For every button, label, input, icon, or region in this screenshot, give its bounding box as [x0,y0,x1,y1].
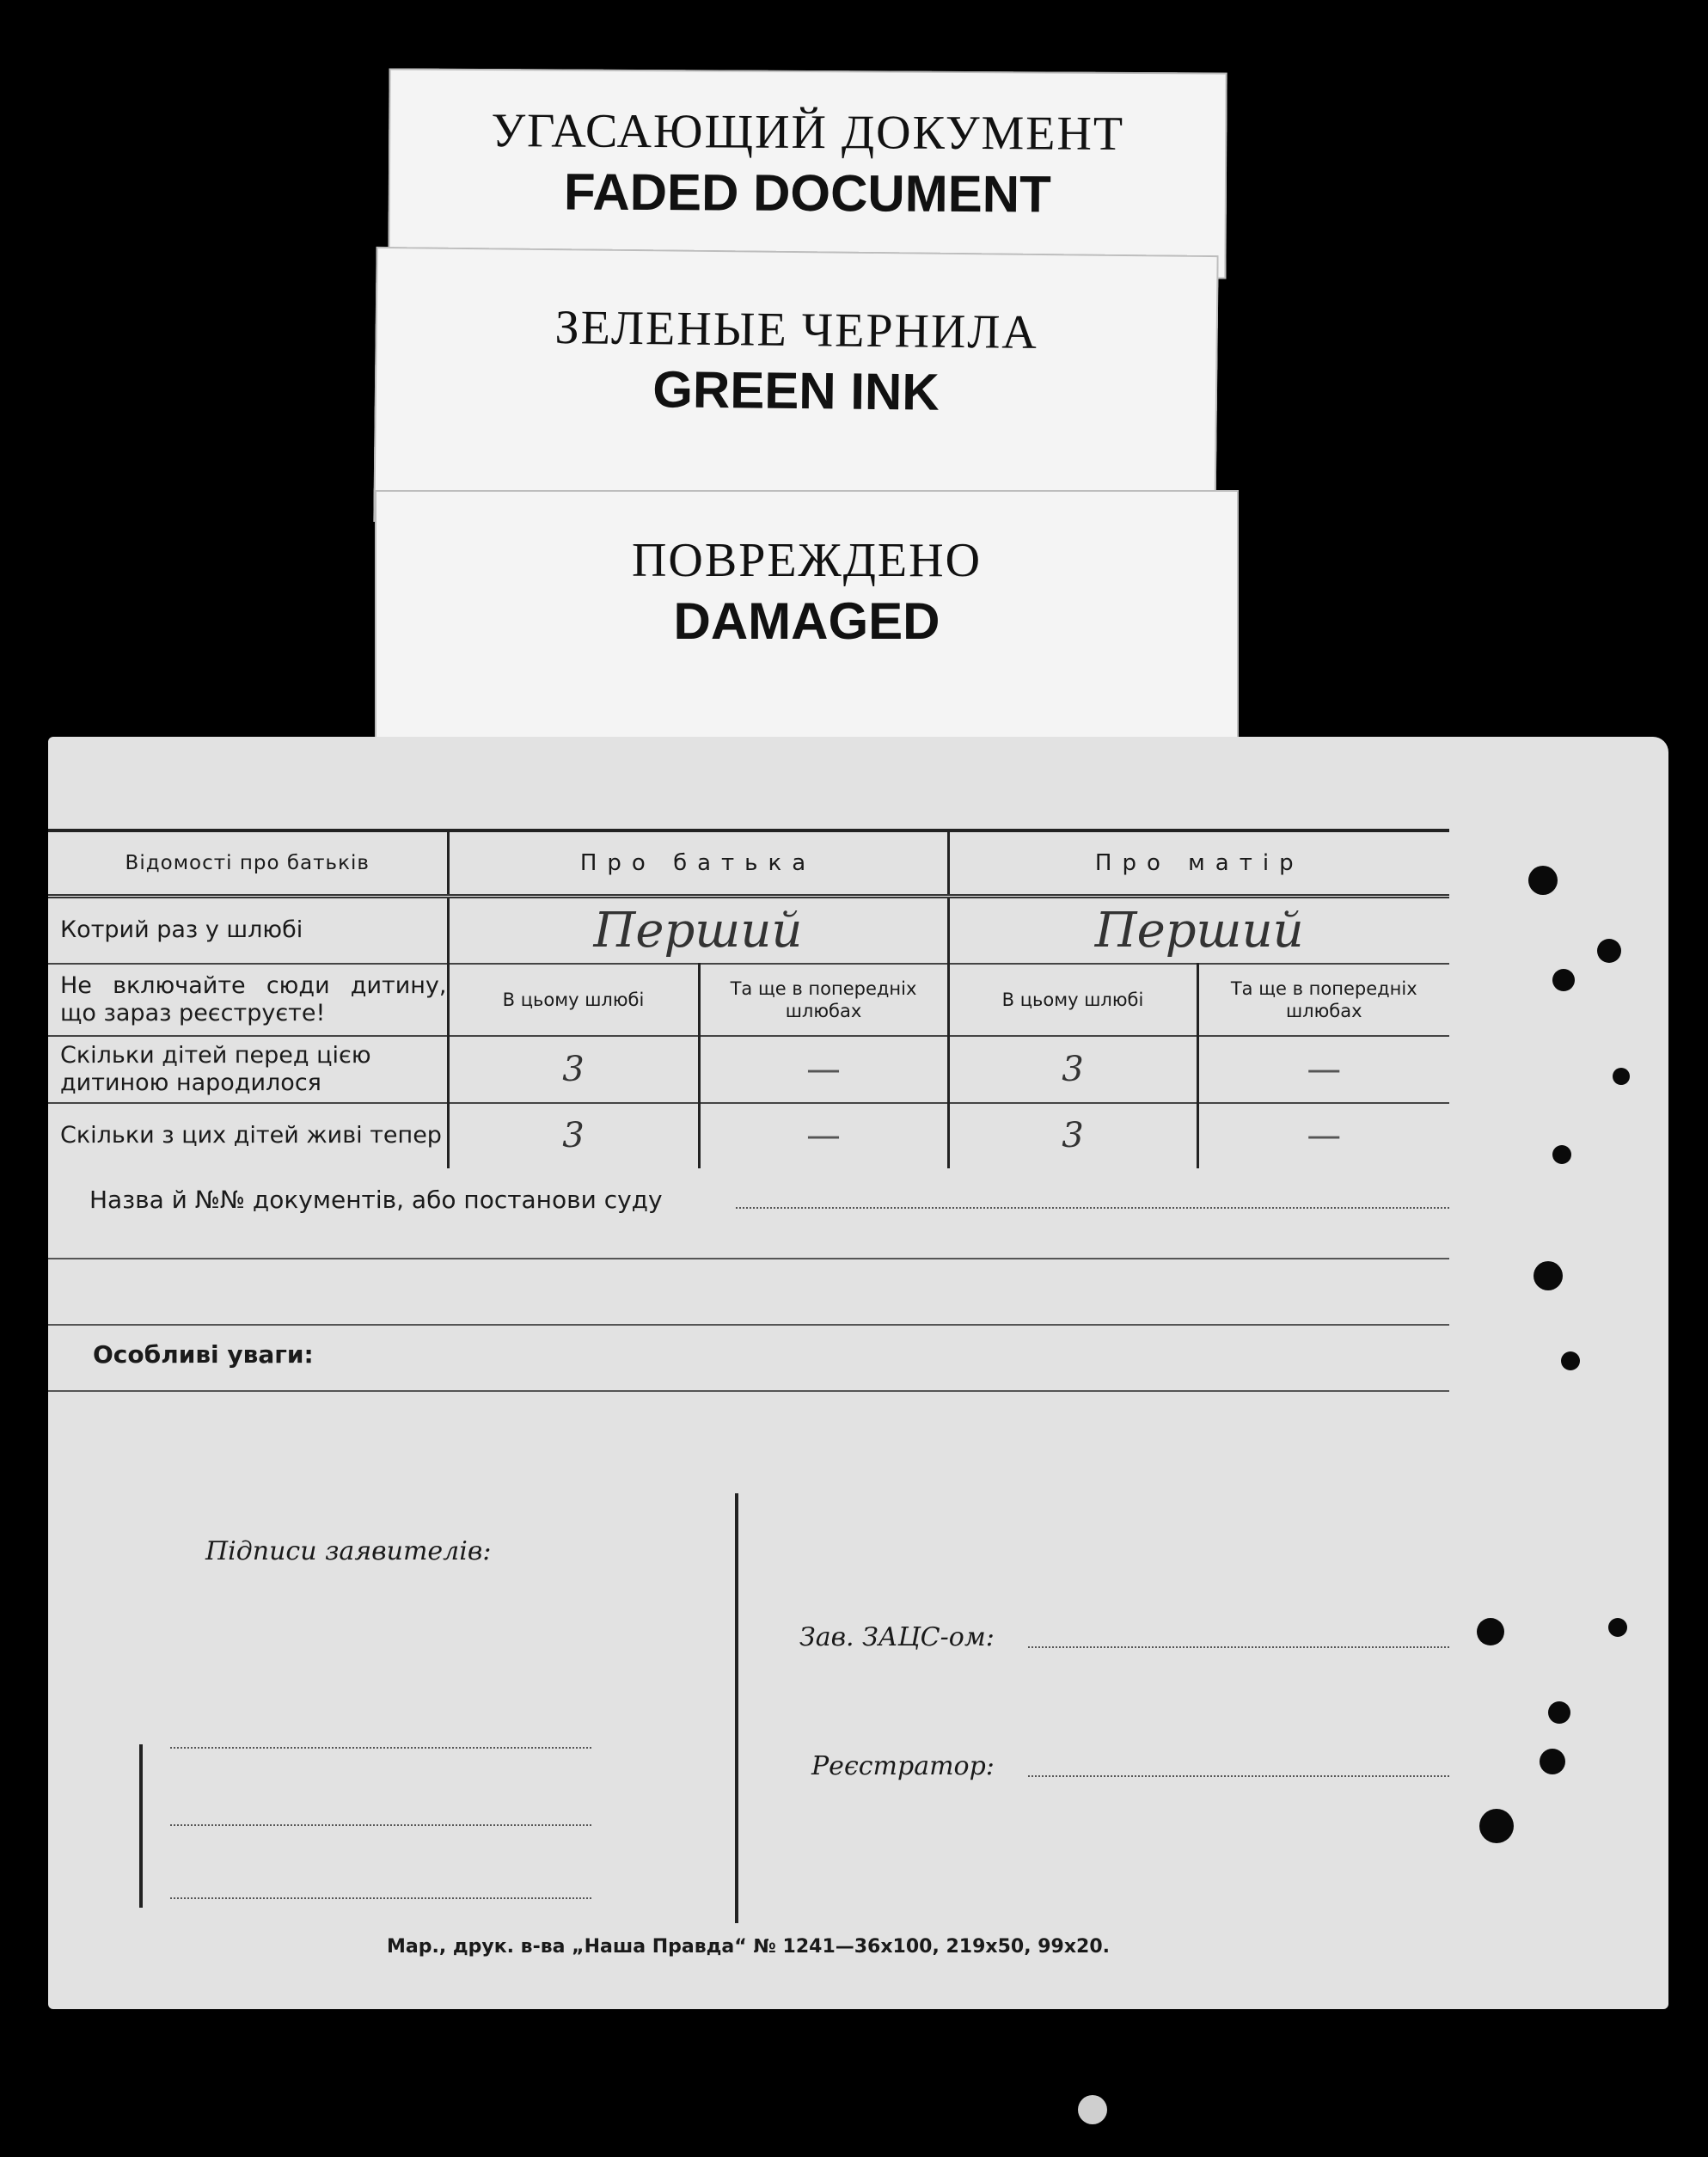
mother-children-alive-this: 3 [948,1103,1197,1168]
children-alive-question: Скільки з цих дітей живі тепер [60,1122,442,1149]
father-children-born-this: 3 [448,1036,699,1103]
mother-this-marriage-header: В цьому шлюбі [948,964,1197,1036]
documents-field [736,1207,1449,1209]
label-en: FADED DOCUMENT [563,162,1051,224]
mother-children-born-prev: — [1197,1036,1449,1103]
damaged-label [375,490,1239,748]
punch-hole [1597,939,1621,963]
documents-label: Назва й №№ документів, або постанови суду [89,1186,663,1214]
marriage-count-question: Котрий раз у шлюбі [60,916,303,944]
father-children-alive-prev: — [699,1103,948,1168]
signature-line [170,1747,591,1749]
header-parents-info: Відомості про батьків [125,852,370,874]
label-ru: УГАСАЮЩИЙ ДОКУМЕНТ [491,104,1125,161]
rule-line [48,1324,1449,1326]
punch-hole [1613,1068,1630,1085]
punch-hole [1479,1809,1514,1843]
loose-punch-chad [1078,2095,1107,2124]
registrar-label: Реєстратор: [811,1751,995,1781]
punch-hole [1540,1749,1565,1774]
registry-head-signature-line [1028,1646,1449,1648]
signature-line [170,1897,591,1899]
punch-hole [1552,969,1575,991]
father-this-marriage-header: В цьому шлюбі [448,964,699,1036]
punch-hole [1477,1618,1504,1645]
parents-info-table [48,829,1449,1168]
signature-line [170,1824,591,1826]
mother-children-alive-prev: — [1197,1103,1449,1168]
label-ru: ЗЕЛЕНЫЕ ЧЕРНИЛА [554,301,1039,359]
label-ru: ПОВРЕЖДЕНО [631,534,983,587]
punch-hole [1552,1145,1571,1164]
father-prev-marriages-header: Та ще в попередніх шлюбах [699,964,948,1036]
label-en: DAMAGED [673,592,940,650]
rule-line [48,1390,1449,1392]
mother-prev-marriages-header: Та ще в попередніх шлюбах [1197,964,1449,1036]
registration-form-sheet [48,737,1668,2009]
mother-children-born-this: 3 [948,1036,1197,1103]
registrar-signature-line [1028,1775,1449,1777]
punch-hole [1561,1351,1580,1370]
children-born-question: Скільки дітей перед цією дитиною народилося [60,1041,371,1096]
applicants-signatures-label: Підписи заявителів: [205,1536,492,1566]
punch-hole [1548,1701,1570,1724]
printer-imprint: Мар., друк. в-ва „Наша Правда“ № 1241—36х100, 219х50, 99х20. [387,1936,1111,1958]
header-mother: Про матір [948,830,1449,897]
header-father: Про батька [448,830,948,897]
father-children-born-prev: — [699,1036,948,1103]
father-marriage-count: Перший [448,897,948,964]
registry-head-label: Зав. ЗАЦС-ом: [799,1622,995,1652]
father-children-alive-this: 3 [448,1103,699,1168]
exclude-child-note: Не включайте сюди дитину, що зараз реєструєте! [60,971,447,1026]
green-ink-label [373,247,1218,530]
special-notes-label: Особливі уваги: [93,1340,314,1369]
punch-hole [1608,1618,1627,1637]
signature-divider [735,1493,738,1923]
signature-bracket [139,1744,143,1908]
label-en: GREEN INK [652,360,940,421]
mother-marriage-count: Перший [948,897,1449,964]
punch-hole [1528,866,1558,895]
punch-hole [1534,1261,1563,1290]
rule-line [48,1258,1449,1259]
